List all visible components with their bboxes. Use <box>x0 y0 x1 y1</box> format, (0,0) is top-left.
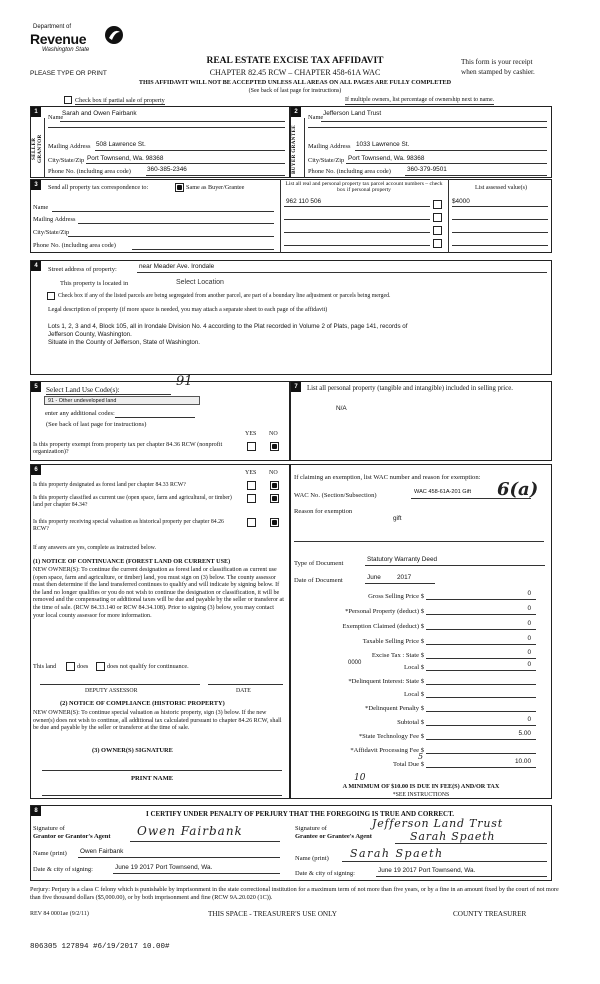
grantee-date-label: Date & city of signing: <box>295 870 355 877</box>
land-use-value: 91 - Other undeveloped land <box>48 398 117 404</box>
current-use-question: Is this property classified as current use (open space, farm and agricultural, or timber) land per chapter 84.34? <box>33 495 232 508</box>
street-address[interactable]: near Meader Ave. Irondale <box>139 263 215 270</box>
does-label: does <box>77 663 89 670</box>
grantee-date-city[interactable]: June 19 2017 Port Townsend, Wa. <box>378 867 476 874</box>
s3-phone-label: Phone No. (including area code) <box>33 242 116 249</box>
notice1-title: (1) NOTICE OF CONTINUANCE (FOREST LAND OR CURRENT USE) <box>33 558 231 565</box>
exempt-yes-checkbox[interactable] <box>247 442 256 451</box>
grantor-signature[interactable]: Owen Fairbank <box>137 824 243 838</box>
local-code[interactable]: 0000 <box>348 660 362 666</box>
logo-line3: Washington State <box>42 47 90 53</box>
exempt-question: Is this property exempt from property tax per chapter 84.36 RCW (nonprofit organization)? <box>33 441 223 456</box>
receipt-line1: This form is your receipt <box>461 58 533 66</box>
partial-sale-label: Check box if partial sale of property <box>75 97 165 104</box>
tax-line-label: Gross Selling Price $ <box>368 593 424 600</box>
land-use-label: Select Land Use Code(s): <box>46 386 171 395</box>
tax-line-value[interactable]: 0 <box>527 716 531 723</box>
grantor-sig-label-2: Grantor or Grantor's Agent <box>33 833 111 840</box>
tax-line-value[interactable]: 0 <box>527 661 531 668</box>
seller-city-label: City/State/Zip <box>48 157 85 164</box>
tax-line-value[interactable]: 0 <box>527 649 531 656</box>
buyer-phone-label: Phone No. (including area code) <box>308 168 391 175</box>
seller-city[interactable]: Port Townsend, Wa. 98368 <box>87 155 164 162</box>
certify-statement: I CERTIFY UNDER PENALTY OF PERJURY THAT THE FOREGOING IS TRUE AND CORRECT. <box>145 810 454 818</box>
tax-line-label: Local $ <box>404 664 424 671</box>
personal-property-label: List all personal property (tangible and intangible) included in selling price. <box>307 385 513 392</box>
exempt-no-checkbox[interactable] <box>270 442 279 451</box>
buyer-mailing[interactable]: 1033 Lawrence St. <box>356 141 410 148</box>
section-1-number: 1 <box>31 107 41 117</box>
wac-number[interactable]: WAC 458-61A-201 Gift <box>414 489 471 495</box>
doc-year[interactable]: 2017 <box>397 574 412 581</box>
seller-mailing[interactable]: 508 Lawrence St. <box>96 141 146 148</box>
current-use-yes-checkbox[interactable] <box>247 494 256 503</box>
form-see-back: (See back of last page for instructions) <box>248 88 342 94</box>
this-land-label: This land <box>33 663 57 670</box>
wac-label: WAC No. (Section/Subsection) <box>294 492 377 499</box>
deputy-assessor-label: DEPUTY ASSESSOR <box>85 688 138 694</box>
personal-property-checkbox-2[interactable] <box>433 213 442 222</box>
tax-line-label: Taxable Selling Price $ <box>362 638 424 645</box>
print-name-label: PRINT NAME <box>131 775 174 782</box>
legal-description-label: Legal description of property (if more space is needed, you may attach a separate sheet to each page of the affidavit) <box>48 307 328 313</box>
s5-no-label: NO <box>269 431 278 437</box>
buyer-side-label: BUYER GRANTEE <box>291 124 297 174</box>
tax-line-label: *Delinquent Penalty $ <box>365 705 424 712</box>
personal-property-checkbox-4[interactable] <box>433 239 442 248</box>
tax-line-value[interactable]: 0 <box>527 605 531 612</box>
same-as-buyer-label: Same as Buyer/Grantee <box>186 184 245 191</box>
form-subtitle: CHAPTER 82.45 RCW – CHAPTER 458-61A WAC <box>209 68 381 77</box>
wac-handwritten: 6(a) <box>497 479 539 500</box>
logo-line1: Department of <box>33 24 72 30</box>
same-as-buyer-checkbox[interactable] <box>175 183 184 192</box>
cashier-stamp: 806305 127894 #6/19/2017 10.00# <box>30 943 170 951</box>
grantee-sig-label-2: Grantee or Grantee's Agent <box>295 833 372 840</box>
s6-no-label: NO <box>269 470 278 476</box>
swoosh-logo-icon <box>104 24 124 46</box>
grantee-name-label: Name (print) <box>295 855 329 862</box>
see-instructions: *SEE INSTRUCTIONS <box>392 792 450 798</box>
minimum-note: A MINIMUM OF $10.00 IS DUE IN FEE(S) AND/OR TAX <box>342 783 500 790</box>
exemption-claim-label: If claiming an exemption, list WAC number and reason for exemption: <box>294 474 481 481</box>
grantee-signature-org[interactable]: Jefferson Land Trust <box>372 817 503 830</box>
exemption-reason[interactable]: gift <box>393 515 402 522</box>
county-treasurer: COUNTY TREASURER <box>453 910 527 918</box>
grantee-name-print[interactable]: Sarah Spaeth <box>350 847 444 860</box>
s3-city-label: City/State/Zip <box>33 229 70 236</box>
section-7-number: 7 <box>291 382 301 392</box>
parcel-number[interactable]: 962 110 506 <box>286 198 322 205</box>
buyer-city-label: City/State/Zip <box>308 157 345 164</box>
legal-line-2[interactable]: Jefferson County, Washington. <box>48 331 132 338</box>
receipt-line2: when stamped by cashier. <box>461 68 535 76</box>
land-use-code-hand: 91 <box>176 374 193 389</box>
location-select[interactable]: Select Location <box>176 279 224 286</box>
seller-phone-label: Phone No. (including area code) <box>48 168 131 175</box>
dor-logo <box>30 22 120 66</box>
land-use-select[interactable] <box>44 396 200 405</box>
if-any-yes: If any answers are yes, complete as instructed below. <box>33 545 156 551</box>
tax-line-label: Local $ <box>404 691 424 698</box>
seller-phone[interactable]: 360-385-2346 <box>147 166 187 173</box>
buyer-name[interactable]: Jefferson Land Trust <box>323 110 382 117</box>
notice1-body: NEW OWNER(S): To continue the current designation as forest land or classification as current use (open space, farm and agriculture, or timber) land, you must sign on (3) below. The county assessor must then determine if the land transferred continues to qualify and will indicate by signing below. If the land no longer qualifies or you do not wish to continue the designation or classification, it will be removed and the compensating or additional taxes will be due and payable by the seller or transferor at the time of sale. (RCW 84.33.140 or RCW 84.34.108). Prior to signing (3) below, you may contact your local county assessor for more information. <box>33 567 284 619</box>
tax-line-label: Total Due $ <box>392 761 424 768</box>
parcel-list-header: List all real and personal property tax parcel account numbers – check box if personal property <box>285 181 443 194</box>
s6-yes-label: YES <box>245 470 257 476</box>
tax-line-value[interactable]: 10.00 <box>515 758 531 765</box>
historical-question: Is this property receiving special valuation as historical property per chapter 84.26 RCW? <box>33 519 224 532</box>
tax-line-label: Excise Tax : State $ <box>371 652 424 659</box>
street-label: Street address of property: <box>48 266 117 273</box>
section-4-number: 4 <box>31 261 41 271</box>
located-label: This property is located in <box>60 280 129 287</box>
legal-line-3[interactable]: Situate in the County of Jefferson, State of Washington. <box>48 339 201 346</box>
tax-line-label: *Delinquent Interest: State $ <box>348 678 424 685</box>
forest-no-checkbox[interactable] <box>270 481 279 490</box>
multiple-owners-note: If multiple owners, list percentage of ownership next to name. <box>345 97 495 103</box>
section-7 <box>290 381 552 461</box>
grantee-sig-label-1: Signature of <box>295 825 327 832</box>
reason-label: Reason for exemption <box>294 508 353 515</box>
grantee-signature[interactable]: Sarah Spaeth <box>410 830 496 843</box>
tax-line-value[interactable]: 5.00 <box>518 730 531 737</box>
seller-name-label: Name <box>48 114 64 121</box>
tax-line-value[interactable]: 0 <box>527 590 531 597</box>
tax-line-label: Exemption Claimed (deduct) $ <box>342 623 424 630</box>
grantor-name-label: Name (print) <box>33 850 67 857</box>
does-not-qualify-checkbox[interactable] <box>96 662 105 671</box>
forest-question: Is this property designated as forest land per chapter 84.33 RCW? <box>33 482 186 488</box>
buyer-phone[interactable]: 360-379-9501 <box>407 166 447 173</box>
grantor-date-city[interactable]: June 19 2017 Port Townsend, Wa. <box>115 864 213 871</box>
grantor-name-print[interactable]: Owen Fairbank <box>80 848 124 855</box>
section-6-number: 6 <box>31 465 41 475</box>
treasurer-space: THIS SPACE - TREASURER'S USE ONLY <box>208 910 337 918</box>
s3-name-label: Name <box>33 204 49 211</box>
tax-line-label: *Personal Property (deduct) $ <box>345 608 424 615</box>
form-title: REAL ESTATE EXCISE TAX AFFIDAVIT <box>206 56 384 66</box>
logo-line2: Revenue <box>30 31 87 47</box>
section-5-number: 5 <box>31 382 41 392</box>
s5-yes-label: YES <box>245 431 257 437</box>
personal-property-checkbox-1[interactable] <box>433 200 442 209</box>
legal-line-1[interactable]: Lots 1, 2, 3 and 4, Block 105, all in Irondale Division No. 4 according to the Plat recorded in Volume 2 of Plats, page 141, records of <box>48 323 408 330</box>
doc-type[interactable]: Statutory Warranty Deed <box>367 556 438 563</box>
doc-month[interactable]: June <box>367 574 381 581</box>
segregated-checkbox[interactable] <box>47 292 55 300</box>
notice2-body: NEW OWNER(S): To continue special valuation as historic property, sign (3) below. If the new owner(s) does not wish to continue, all additional tax calculated pursuant to chapter 84.26 RCW, shall be due and payable by the seller or transferor at the time of sale. <box>33 710 282 732</box>
form-warning: THIS AFFIDAVIT WILL NOT BE ACCEPTED UNLESS ALL AREAS ON ALL PAGES ARE FULLY COMPLETED <box>138 79 452 86</box>
buyer-mailing-label: Mailing Address <box>308 143 351 150</box>
section-8-number: 8 <box>31 806 41 816</box>
owner-signature-label: (3) OWNER(S) SIGNATURE <box>92 747 173 754</box>
tax-line-label: *Affidavit Processing Fee $ <box>350 747 424 754</box>
seller-name[interactable]: Sarah and Owen Fairbank <box>62 110 137 117</box>
assessed-header: List assessed value(s) <box>475 185 527 191</box>
assessed-value[interactable]: $4000 <box>452 198 470 205</box>
current-use-no-checkbox[interactable] <box>270 494 279 503</box>
s3-mailing-label: Mailing Address <box>33 216 76 223</box>
doc-type-label: Type of Document <box>294 560 344 567</box>
forest-yes-checkbox[interactable] <box>247 481 256 490</box>
section-4 <box>30 260 552 375</box>
seller-side-label: SELLER GRANTOR <box>31 134 43 164</box>
historical-no-checkbox[interactable] <box>270 518 279 527</box>
grantor-date-label: Date & city of signing: <box>33 866 93 873</box>
please-type: PLEASE TYPE OR PRINT <box>30 70 107 77</box>
send-correspondence-label: Send all property tax correspondence to: <box>48 184 149 191</box>
does-not-label: does not qualify for continuance. <box>107 663 189 670</box>
notice2-title: (2) NOTICE OF COMPLIANCE (HISTORIC PROPERTY) <box>60 700 225 707</box>
section-3-number: 3 <box>31 180 41 190</box>
does-qualify-checkbox[interactable] <box>66 662 75 671</box>
tax-line-value[interactable]: 0 <box>527 620 531 627</box>
form-number: REV 84 0001ae (9/2/11) <box>30 911 89 917</box>
partial-sale-checkbox[interactable] <box>64 96 72 104</box>
doc-date-label: Date of Document <box>294 577 343 584</box>
s6-date-label: DATE <box>236 688 251 694</box>
tax-line-label: Subtotal $ <box>397 719 424 726</box>
segregated-label: Check box if any of the listed parcels are being segregated from another parcel, are part of a boundary line adjustment or parcels being merged. <box>58 293 391 299</box>
additional-codes-label: enter any additional codes: <box>45 410 115 417</box>
minimum-hand: 10 <box>354 773 366 783</box>
perjury-notice: Perjury: Perjury is a class C felony which is punishable by imprisonment in the state correctional institution for a maximum term of not more than five years, or by a fine in an amount fixed by the court of not more than five thousand dollars ($5,000.00), or by both imprisonment and fine (RCW 9A.20.020 (1C)). <box>30 886 559 902</box>
buyer-name-label: Name <box>308 114 324 121</box>
buyer-city[interactable]: Port Townsend, Wa. 98368 <box>348 155 425 162</box>
s5-see-back: (See back of last page for instructions) <box>46 421 147 428</box>
tax-line-value[interactable]: 0 <box>527 635 531 642</box>
personal-property-value[interactable]: N/A <box>336 405 347 412</box>
grantor-sig-label-1: Signature of <box>33 825 65 832</box>
seller-mailing-label: Mailing Address <box>48 143 91 150</box>
personal-property-checkbox-3[interactable] <box>433 226 442 235</box>
section-2-number: 2 <box>291 107 301 117</box>
total-due-hand: 5 <box>418 752 424 761</box>
historical-yes-checkbox[interactable] <box>247 518 256 527</box>
tax-line-label: *State Technology Fee $ <box>358 733 424 740</box>
